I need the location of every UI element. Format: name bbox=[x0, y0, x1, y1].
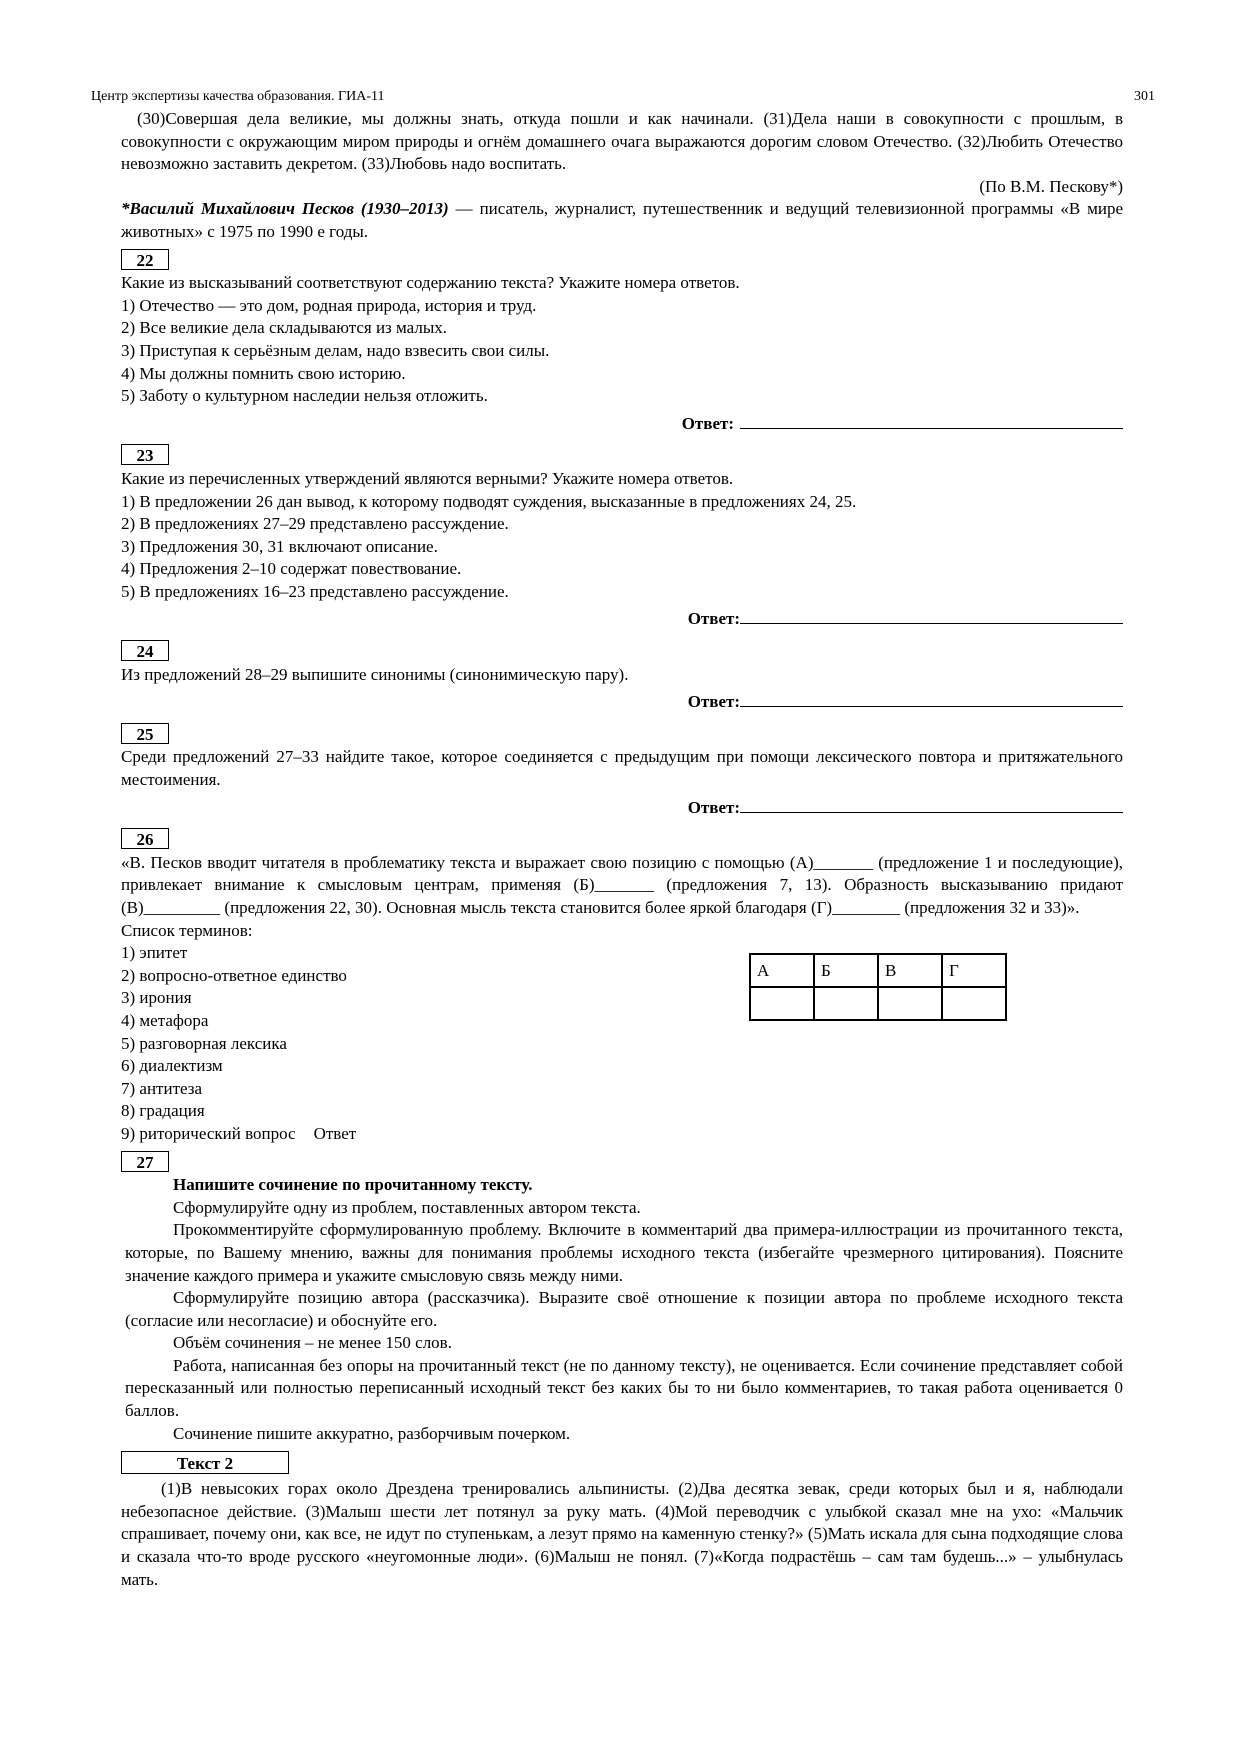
question-number-22: 22 bbox=[121, 249, 169, 270]
question-26-prompt: «В. Песков вводит читателя в проблематику текста и выражает свою позицию с помощью (А)_______ (предложение 1 и последующие), привлекает внимание к смысловым центрам, применяя (Б)_______ (предложения 7, 13). Образность высказыванию придают (В)_________ (предложения 22, 30). Основная мысль текста становится более яркой благодаря (Г)________ (предложения 32 и 33)». bbox=[121, 852, 1123, 917]
essay-title: Напишите сочинение по прочитанному тексту. bbox=[173, 1175, 533, 1195]
answer-grid-26 bbox=[749, 953, 1007, 1021]
answer-row-22 bbox=[121, 412, 1123, 436]
author-footnote bbox=[121, 198, 1123, 243]
terms-title: Список терминов: bbox=[121, 920, 253, 940]
term-item-last bbox=[121, 1123, 1123, 1146]
option: 5) В предложениях 16–23 представлено рассуждение. bbox=[121, 581, 509, 601]
answer-label: Ответ: bbox=[687, 692, 740, 712]
footnote-description: — писатель, журналист, путешественник и ведущий телевизионной программы «В мире животных» с 1975 по 1990 е годы. bbox=[121, 199, 1123, 241]
essay-instructions bbox=[125, 1174, 1123, 1445]
option: 2) Все великие дела складываются из малых. bbox=[121, 318, 448, 338]
question-number-24: 24 bbox=[121, 640, 169, 661]
question-25-prompt: Среди предложений 27–33 найдите такое, которое соединяется с предыдущим при помощи лексического повтора и притяжательного местоимения. bbox=[121, 747, 1123, 790]
grid-header-row bbox=[750, 954, 1006, 987]
term-item: 7) антитеза bbox=[121, 1078, 203, 1098]
grid-cell-a[interactable] bbox=[750, 987, 814, 1020]
answer-field-23[interactable] bbox=[740, 607, 1123, 624]
essay-paragraph: Сформулируйте позицию автора (рассказчика). Выразите своё отношение к позиции автора по проблеме исходного текста (согласие или несогласие) и обоснуйте его. bbox=[125, 1288, 1123, 1330]
answer-label: Ответ: bbox=[687, 609, 740, 629]
answer-field-25[interactable] bbox=[740, 796, 1123, 813]
term-item: 4) метафора bbox=[121, 1010, 209, 1030]
option: 4) Предложения 2–10 содержат повествование. bbox=[121, 559, 462, 579]
grid-header-v: В bbox=[878, 954, 942, 987]
page-header bbox=[91, 88, 1155, 106]
grid-cell-b[interactable] bbox=[814, 987, 878, 1020]
term-item: 6) диалектизм bbox=[121, 1056, 223, 1076]
option: 3) Предложения 30, 31 включают описание. bbox=[121, 536, 438, 556]
essay-paragraph: Прокомментируйте сформулированную проблему. Включите в комментарий два примера-иллюстрации из прочитанного текста, которые, по Вашему мнению, важны для понимания проблемы исходного текста (избегайте чрезмерного цитирования). Поясните значение каждого примера и укажите смысловую связь между ними. bbox=[125, 1220, 1123, 1285]
essay-paragraph: Сочинение пишите аккуратно, разборчивым почерком. bbox=[173, 1423, 571, 1443]
question-number-23: 23 bbox=[121, 444, 169, 465]
grid-header-g: Г bbox=[942, 954, 1006, 987]
answer-word: Ответ bbox=[313, 1123, 357, 1143]
question-23-prompt: Какие из перечисленных утверждений являются верными? Укажите номера ответов. bbox=[121, 468, 734, 488]
term-item: 1) эпитет bbox=[121, 943, 188, 963]
page-content bbox=[121, 108, 1123, 1591]
question-24-prompt: Из предложений 28–29 выпишите синонимы (синонимическую пару). bbox=[121, 664, 629, 684]
option: 4) Мы должны помнить свою историю. bbox=[121, 363, 406, 383]
term-item: 8) градация bbox=[121, 1101, 205, 1121]
answer-row-25 bbox=[121, 796, 1123, 820]
option: 5) Заботу о культурном наследии нельзя отложить. bbox=[121, 386, 488, 406]
grid-answer-row bbox=[750, 987, 1006, 1020]
option: 3) Приступая к серьёзным делам, надо взвесить свои силы. bbox=[121, 340, 550, 360]
answer-field-22[interactable] bbox=[740, 412, 1123, 429]
header-title: Центр экспертизы качества образования. ГИА-11 bbox=[91, 89, 385, 104]
answer-label: Ответ: bbox=[681, 413, 734, 433]
page-number: 301 bbox=[1134, 89, 1155, 104]
footnote-author-name: *Василий Михайлович Песков (1930–2013) bbox=[121, 199, 449, 219]
term-item: 2) вопросно-ответное единство bbox=[121, 965, 347, 985]
grid-header-a: А bbox=[750, 954, 814, 987]
option: 2) В предложениях 27–29 представлено рассуждение. bbox=[121, 514, 509, 534]
grid-header-b: Б bbox=[814, 954, 878, 987]
answer-label: Ответ: bbox=[687, 797, 740, 817]
passage-attribution: (По В.М. Пескову*) bbox=[979, 176, 1123, 196]
term-item: 3) ирония bbox=[121, 988, 192, 1008]
option: 1) В предложении 26 дан вывод, к которому подводят суждения, высказанные в предложениях 24, 25. bbox=[121, 491, 857, 511]
essay-paragraph: Сформулируйте одну из проблем, поставленных автором текста. bbox=[173, 1197, 641, 1217]
term-item: 9) риторический вопрос bbox=[121, 1123, 296, 1143]
answer-row-23 bbox=[121, 607, 1123, 631]
text2-body: (1)В невысоких горах около Дрездена тренировались альпинисты. (2)Два десятка зевак, среди которых был и я, наблюдали небезопасное действие. (3)Малыш шести лет потянул за руку мать. (4)Мой переводчик с улыбкой сказал мне на ухо: «Мальчик спрашивает, почему они, как все, не идут по ступенькам, а лезут прямо на каменную стенку?» (5)Мать искала для сына подходящие слова и сказала что-то вроде русского «неугомонные люди». (6)Малыш не понял. (7)«Когда подрастёшь – сам там будешь...» – улыбнулась мать. bbox=[121, 1479, 1123, 1589]
grid-cell-v[interactable] bbox=[878, 987, 942, 1020]
answer-row-24 bbox=[121, 690, 1123, 714]
passage-end-text: (30)Совершая дела великие, мы должны знать, откуда пошли и как начинали. (31)Дела наши в совокупности с прошлым, в совокупности с окружающим миром природы и огнём домашнего очага выражаются дорогим словом Отечество. (32)Любить Отечество невозможно заставить декретом. (33)Любовь надо воспитать. bbox=[121, 109, 1123, 174]
question-number-27: 27 bbox=[121, 1151, 169, 1172]
grid-cell-g[interactable] bbox=[942, 987, 1006, 1020]
term-item: 5) разговорная лексика bbox=[121, 1033, 287, 1053]
essay-paragraph: Объём сочинения – не менее 150 слов. bbox=[173, 1333, 452, 1353]
question-number-25: 25 bbox=[121, 723, 169, 744]
answer-field-24[interactable] bbox=[740, 690, 1123, 707]
question-22-prompt: Какие из высказываний соответствуют содержанию текста? Укажите номера ответов. bbox=[121, 273, 740, 293]
option: 1) Отечество — это дом, родная природа, история и труд. bbox=[121, 295, 537, 315]
question-number-26: 26 bbox=[121, 828, 169, 849]
essay-paragraph: Работа, написанная без опоры на прочитанный текст (не по данному тексту), не оценивается. Если сочинение представляет собой пересказанный или полностью переписанный исходный текст без каких бы то ни было комментариев, то такая работа оценивается 0 баллов. bbox=[125, 1355, 1123, 1421]
text2-label: Текст 2 bbox=[121, 1451, 289, 1474]
